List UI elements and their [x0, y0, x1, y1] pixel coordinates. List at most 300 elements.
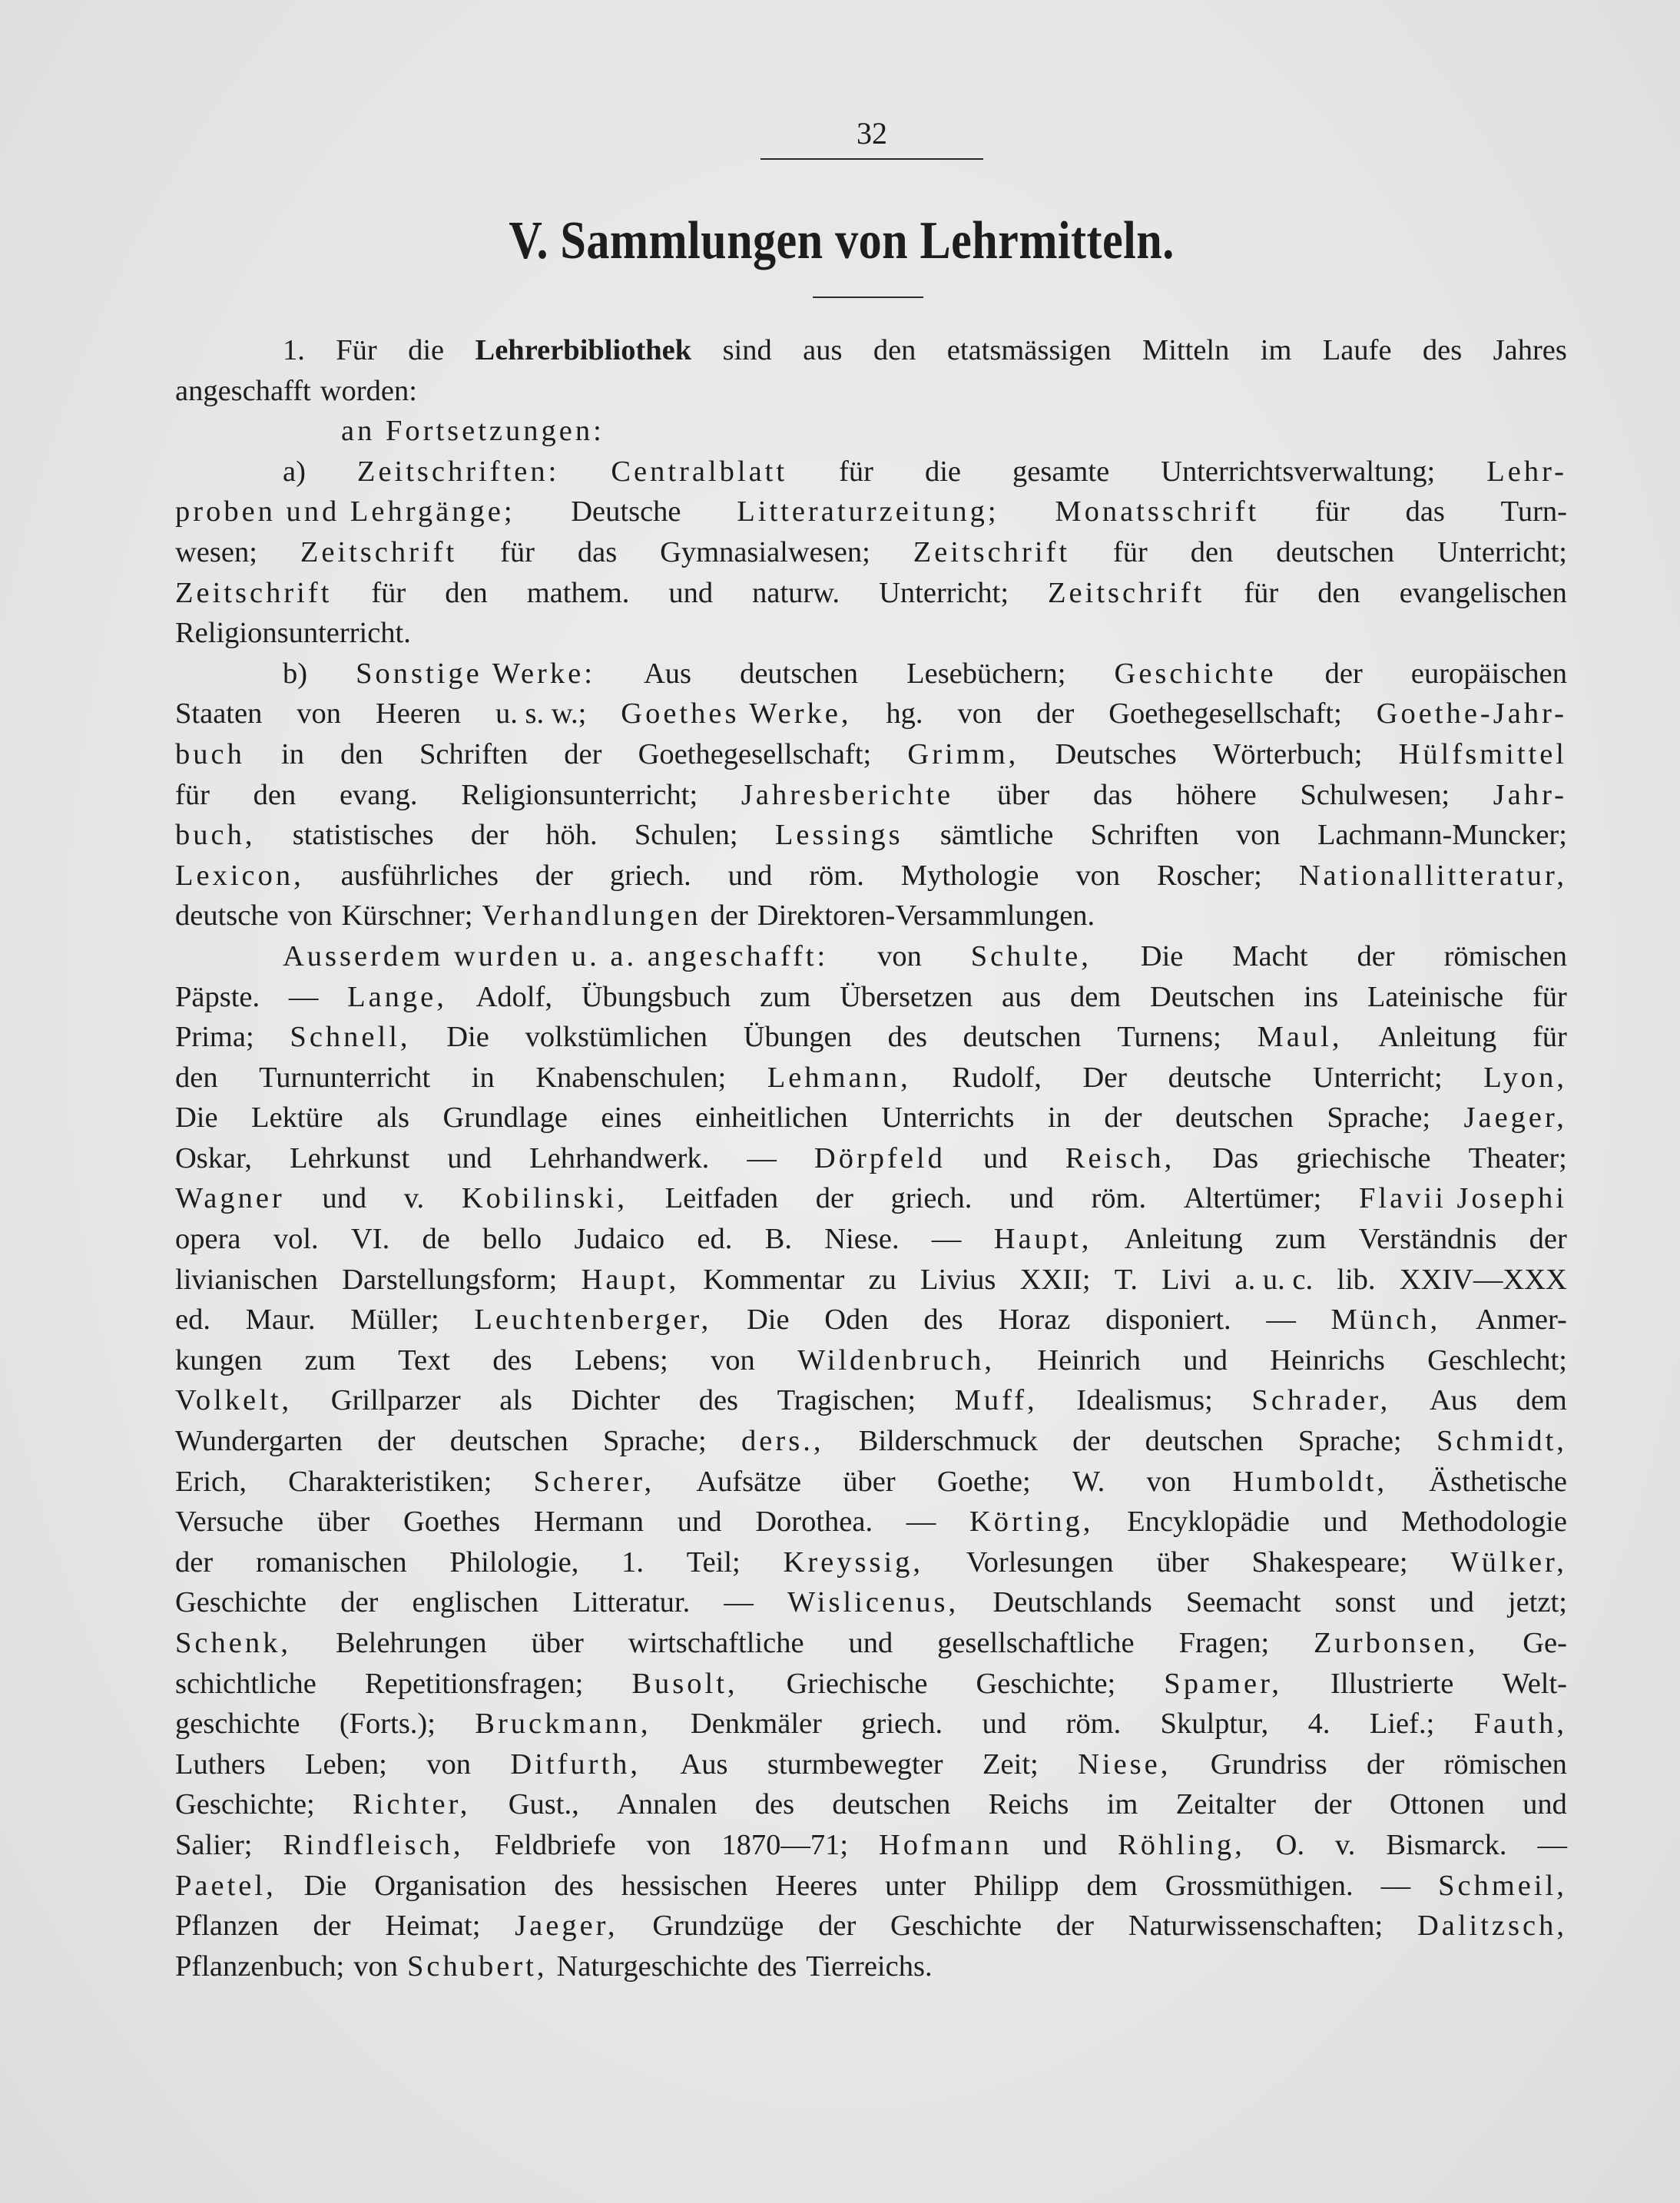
word: Kreyssig,: [783, 1545, 924, 1579]
word: sind: [722, 334, 772, 366]
word: Schmeil,: [1438, 1869, 1567, 1902]
word: Deutschen: [1149, 980, 1275, 1013]
word: statistisches: [292, 819, 434, 852]
word: buch: [175, 737, 245, 770]
word: Belehrungen: [335, 1627, 487, 1659]
word: XXIV—XXX: [1399, 1263, 1567, 1296]
text-line: [175, 1542, 1567, 1583]
word: Übersetzen: [840, 980, 973, 1013]
word: livianischen: [175, 1263, 319, 1296]
word: Goethes: [403, 1506, 501, 1539]
word: O.: [1275, 1828, 1305, 1861]
word: sämtliche: [939, 819, 1054, 852]
text-line: [175, 734, 1567, 775]
word: von: [287, 899, 333, 933]
word: 1870—71;: [721, 1828, 849, 1861]
word: Zeitschriften:: [356, 455, 560, 488]
word: Illustrierte: [1330, 1667, 1454, 1700]
word: für: [1532, 980, 1567, 1013]
heading-divider: [813, 296, 923, 298]
word: volkstümlichen: [525, 1021, 707, 1054]
word: der: [1036, 697, 1075, 730]
word: von: [710, 1343, 755, 1376]
word: des: [1422, 334, 1463, 366]
word: B.: [764, 1223, 792, 1256]
word: aus: [1001, 980, 1042, 1013]
text-line: [175, 694, 1567, 734]
word: b): [283, 657, 308, 690]
word: der: [1314, 1788, 1352, 1821]
word: in: [1047, 1102, 1071, 1135]
word: Niese.: [824, 1223, 900, 1256]
word: Jahres: [1493, 334, 1567, 366]
word: Reichs: [988, 1788, 1069, 1821]
word: von: [297, 697, 341, 730]
text-line: [175, 1178, 1567, 1219]
word: Anmer-: [1475, 1304, 1567, 1337]
text-line: [175, 532, 1567, 573]
word: Religionsunterricht;: [461, 778, 698, 811]
word: Lebens;: [574, 1343, 668, 1376]
word: Lateinische: [1367, 980, 1504, 1013]
text-line: [175, 1946, 1567, 1987]
word: Anleitung: [1378, 1021, 1497, 1054]
word: griech.: [609, 859, 691, 892]
word: röm.: [1065, 1708, 1122, 1741]
word: Aus: [643, 657, 692, 690]
word: dem: [1516, 1384, 1567, 1417]
word: Altertümer;: [1183, 1182, 1322, 1215]
word: der: [470, 819, 509, 852]
word: Lexicon,: [175, 859, 304, 892]
word: evang.: [339, 778, 418, 811]
word: Jahresberichte: [741, 778, 954, 811]
word: Haupt,: [581, 1263, 680, 1296]
word: Geschichte: [175, 1586, 307, 1619]
text-line: [175, 1784, 1567, 1825]
word: W.: [1072, 1465, 1105, 1498]
text-line: [175, 1300, 1567, 1340]
word: Fauth,: [1473, 1708, 1567, 1741]
word: zum: [760, 980, 811, 1013]
word: höh.: [545, 819, 598, 852]
word: und: [677, 1506, 722, 1539]
word: der: [710, 899, 748, 933]
word: Schriften: [1090, 819, 1199, 852]
word: de: [422, 1223, 450, 1256]
word: an Fortsetzungen:: [341, 415, 605, 448]
word: Litteraturzeitung;: [737, 495, 999, 528]
word: Maur.: [245, 1304, 316, 1337]
word: Naturgeschichte: [556, 1950, 748, 1983]
word: Maul,: [1257, 1021, 1343, 1054]
word: —: [1266, 1304, 1296, 1337]
word: Muff,: [954, 1384, 1038, 1417]
word: Goethes Werke,: [621, 697, 852, 730]
word: Annalen: [617, 1788, 717, 1821]
word: einheitlichen: [694, 1102, 848, 1135]
word: griech.: [861, 1708, 943, 1741]
word: Paetel,: [175, 1869, 277, 1902]
word: Seemacht: [1185, 1586, 1301, 1619]
word: der: [377, 1425, 416, 1458]
word: dem: [1069, 980, 1122, 1013]
word: ders.,: [741, 1425, 824, 1458]
word: Zeitschrift: [175, 576, 333, 609]
text-line: [175, 896, 1567, 936]
word: Grossmüthigen.: [1165, 1869, 1354, 1902]
word: als: [499, 1384, 533, 1417]
word: über: [1156, 1545, 1209, 1579]
text-line: [175, 330, 1567, 371]
word: a): [283, 455, 306, 488]
word: in: [281, 737, 304, 770]
text-line: [175, 1462, 1567, 1502]
text-line: [175, 1744, 1567, 1785]
word: —: [1380, 1869, 1411, 1902]
word: für: [500, 535, 535, 568]
word: Geschichte;: [976, 1667, 1116, 1700]
word: ed.: [697, 1223, 733, 1256]
word: Heinrichs: [1270, 1343, 1385, 1376]
word: Der: [1082, 1061, 1128, 1094]
word: Schulen;: [634, 819, 738, 852]
word: Prima;: [175, 1021, 254, 1054]
word: Lange,: [347, 980, 447, 1013]
word: der: [340, 1586, 379, 1619]
word: Turn-: [1500, 495, 1567, 528]
word: Wagner: [175, 1182, 285, 1215]
word: Zeitschrift: [1048, 576, 1205, 609]
word: europäischen: [1410, 657, 1567, 690]
word: Jaeger,: [515, 1910, 618, 1943]
word: Kürschner;: [341, 899, 473, 933]
word: von: [877, 939, 922, 972]
word: Jaeger,: [1463, 1102, 1567, 1135]
word: Oden: [824, 1304, 889, 1337]
text-line: [175, 1664, 1567, 1704]
word: proben und Lehrgänge;: [175, 495, 515, 528]
word: Pflanzenbuch;: [175, 1950, 345, 1983]
word: deutsche: [175, 899, 279, 933]
word: Haupt,: [993, 1223, 1092, 1256]
word: Lehrerbibliothek: [475, 334, 692, 366]
word: für: [1314, 495, 1350, 528]
word: Reisch,: [1065, 1141, 1175, 1174]
word: Theater;: [1468, 1141, 1567, 1174]
word: deutschen: [963, 1021, 1082, 1054]
word: röm.: [1091, 1182, 1147, 1215]
word: T.: [1114, 1263, 1138, 1296]
word: Deutsche: [571, 495, 681, 528]
text-line: [175, 573, 1567, 614]
word: für: [371, 576, 406, 609]
word: der: [1324, 657, 1363, 690]
word: 1.: [621, 1545, 644, 1579]
word: Turnens;: [1117, 1021, 1221, 1054]
word: des: [554, 1869, 594, 1902]
word: —: [724, 1586, 754, 1619]
word: VI.: [350, 1223, 390, 1256]
word: Humboldt,: [1232, 1465, 1388, 1498]
word: schichtliche: [175, 1667, 316, 1700]
word: buch,: [175, 819, 256, 852]
word: Skulptur,: [1160, 1708, 1269, 1741]
word: über: [316, 1506, 370, 1539]
word: und: [1430, 1586, 1474, 1619]
word: für: [1532, 1021, 1567, 1054]
word: als: [376, 1102, 409, 1135]
word: Schulte,: [970, 939, 1092, 972]
word: wirtschaftliche: [628, 1627, 804, 1659]
text-line: [175, 1704, 1567, 1744]
word: des: [492, 1343, 532, 1376]
word: evangelischen: [1399, 576, 1567, 609]
word: Grillparzer: [330, 1384, 461, 1417]
word: von: [646, 1828, 691, 1861]
text-line: [175, 1219, 1567, 1260]
word: für: [175, 778, 210, 811]
text-line: [175, 1582, 1567, 1623]
word: Laufe: [1322, 334, 1392, 366]
word: Sprache;: [603, 1425, 707, 1458]
word: Dichter: [571, 1384, 661, 1417]
word: Wislicenus,: [787, 1586, 959, 1619]
word: Griechische: [786, 1667, 928, 1700]
word: von: [957, 697, 1002, 730]
word: 4.: [1307, 1708, 1330, 1741]
word: vol.: [273, 1223, 319, 1256]
word: —: [288, 980, 319, 1013]
word: der: [1529, 1223, 1567, 1256]
text-line: [175, 1260, 1567, 1300]
word: Die: [303, 1869, 347, 1902]
word: Körting,: [969, 1506, 1094, 1539]
word: röm.: [809, 859, 864, 892]
word: Grundriss: [1210, 1747, 1327, 1781]
word: Busolt,: [631, 1667, 738, 1700]
word: ausführliches: [340, 859, 499, 892]
text-line: [175, 1623, 1567, 1664]
word: Hermann: [533, 1506, 644, 1539]
word: Zeitschrift: [913, 535, 1071, 568]
word: Unterrichts: [881, 1102, 1015, 1135]
word: den: [1190, 535, 1234, 568]
word: Knabenschulen;: [535, 1061, 727, 1094]
word: Salier;: [175, 1828, 253, 1861]
word: Mitteln: [1142, 334, 1230, 366]
word: der: [818, 1910, 857, 1943]
text-line: [175, 977, 1567, 1018]
word: der: [535, 859, 573, 892]
word: Zeitalter: [1175, 1788, 1277, 1821]
word: mathem.: [526, 576, 630, 609]
word: lib.: [1337, 1263, 1376, 1296]
word: Heimat;: [385, 1910, 481, 1943]
word: ins: [1304, 980, 1339, 1013]
word: über: [996, 778, 1050, 811]
word: Die: [446, 1021, 489, 1054]
word: Fragen;: [1178, 1627, 1270, 1659]
word: Die: [746, 1304, 790, 1337]
word: Zurbonsen,: [1314, 1627, 1479, 1659]
word: Schenk,: [175, 1627, 291, 1659]
word: über: [531, 1627, 584, 1659]
word: Horaz: [998, 1304, 1071, 1337]
word: Tragischen;: [777, 1384, 916, 1417]
word: Zeit;: [982, 1747, 1039, 1781]
word: gesellschaftliche: [937, 1627, 1135, 1659]
word: von: [1075, 859, 1121, 892]
word: 1.: [283, 334, 305, 366]
word: deutschen: [1145, 1425, 1264, 1458]
text-line: [175, 492, 1567, 532]
word: Lachmann-Muncker;: [1317, 819, 1567, 852]
word: gesamte: [1012, 455, 1110, 488]
section-heading: V. Sammlungen von Lehrmitteln.: [509, 211, 1175, 270]
word: Deutsches: [1055, 737, 1177, 770]
word: —: [906, 1506, 936, 1539]
word: Unterrichtsverwaltung;: [1161, 455, 1436, 488]
word: Leben;: [304, 1747, 387, 1781]
word: angeschafft: [175, 374, 311, 407]
word: Müller;: [350, 1304, 439, 1337]
word: Lehmann,: [767, 1061, 911, 1094]
word: Lehr-: [1486, 455, 1567, 488]
word: und: [1323, 1506, 1368, 1539]
text-line: [175, 1017, 1567, 1058]
word: den: [1317, 576, 1360, 609]
word: Die: [1140, 939, 1184, 972]
text-line: [175, 1906, 1567, 1946]
word: deutschen: [740, 657, 859, 690]
word: romanischen: [255, 1545, 407, 1579]
text-line: [175, 815, 1567, 856]
text-line: [175, 411, 1567, 452]
word: Päpste.: [175, 980, 260, 1013]
word: und: [848, 1627, 893, 1659]
word: Volkelt,: [175, 1384, 293, 1417]
word: und: [1042, 1828, 1088, 1861]
word: Text: [398, 1343, 451, 1376]
word: Goethegesellschaft;: [638, 737, 872, 770]
word: naturw.: [752, 576, 840, 609]
word: geschichte: [175, 1708, 300, 1741]
word: Erich,: [175, 1465, 247, 1498]
word: Richter,: [353, 1788, 471, 1821]
word: die: [924, 455, 962, 488]
word: Übungen: [743, 1021, 852, 1054]
word: Lehrhandwerk.: [529, 1141, 710, 1174]
word: Heeres: [775, 1869, 858, 1902]
word: Spamer,: [1164, 1667, 1282, 1700]
word: Versuche: [175, 1506, 284, 1539]
word: Schrader,: [1251, 1384, 1391, 1417]
word: —: [1537, 1828, 1567, 1861]
word: Repetitionsfragen;: [364, 1667, 584, 1700]
word: griechische: [1296, 1141, 1431, 1174]
word: disponiert.: [1105, 1304, 1231, 1337]
word: Denkmäler: [690, 1708, 822, 1741]
word: Wildenbruch,: [797, 1343, 996, 1376]
word: Flavii Josephi: [1359, 1182, 1567, 1215]
word: worden:: [320, 374, 417, 407]
word: kungen: [175, 1343, 263, 1376]
text-line: [175, 775, 1567, 816]
word: Vorlesungen: [966, 1545, 1114, 1579]
word: sturmbewegter: [767, 1747, 943, 1781]
text-line: [175, 1058, 1567, 1098]
word: v.: [1335, 1828, 1356, 1861]
word: Niese,: [1078, 1747, 1171, 1781]
word: wesen;: [175, 535, 257, 568]
word: —: [931, 1223, 962, 1256]
word: Macht: [1232, 939, 1308, 972]
word: der: [564, 737, 602, 770]
word: Encyklopädie: [1127, 1506, 1290, 1539]
word: etatsmässigen: [946, 334, 1112, 366]
page-number: 32: [760, 115, 983, 160]
word: Ditfurth,: [510, 1747, 641, 1781]
word: Tierreichs.: [806, 1950, 933, 1983]
word: Lehrkunst: [290, 1141, 410, 1174]
word: Das: [1212, 1141, 1259, 1174]
word: Geschichte;: [175, 1788, 315, 1821]
word: Pflanzen: [175, 1910, 279, 1943]
word: griech.: [890, 1182, 973, 1215]
word: Münch,: [1330, 1304, 1441, 1337]
word: höhere: [1176, 778, 1257, 811]
word: von: [1235, 819, 1281, 852]
word: für: [1112, 535, 1148, 568]
word: Sprache;: [1297, 1425, 1402, 1458]
text-line: [175, 1340, 1567, 1381]
word: Luthers: [175, 1747, 266, 1781]
word: Leitfaden: [664, 1182, 779, 1215]
word: Schubert,: [406, 1950, 548, 1983]
word: Monatsschrift: [1055, 495, 1260, 528]
word: Unterricht;: [879, 576, 1009, 609]
word: deutschen: [1175, 1102, 1294, 1135]
word: —: [747, 1141, 777, 1174]
word: der: [175, 1545, 214, 1579]
word: des: [887, 1021, 927, 1054]
word: das: [577, 535, 618, 568]
word: Centralblatt: [611, 455, 788, 488]
word: Schnell,: [290, 1021, 411, 1054]
word: Leuchtenberger,: [474, 1304, 712, 1337]
word: Naturwissenschaften;: [1128, 1910, 1383, 1943]
word: Unterricht;: [1312, 1061, 1443, 1094]
word: und: [727, 859, 773, 892]
word: Judaico: [574, 1223, 665, 1256]
word: von: [426, 1747, 471, 1781]
word: und: [447, 1141, 492, 1174]
word: Methodologie: [1400, 1506, 1567, 1539]
word: XXII;: [1019, 1263, 1091, 1296]
word: Gust.,: [508, 1788, 579, 1821]
word: Ge-: [1523, 1627, 1567, 1659]
word: Livius: [920, 1263, 996, 1296]
word: Roscher;: [1156, 859, 1262, 892]
word: im: [1260, 334, 1292, 366]
word: Idealismus;: [1076, 1384, 1213, 1417]
word: und: [1009, 1182, 1054, 1215]
word: Kommentar: [703, 1263, 845, 1296]
word: Goethe-Jahr-: [1376, 697, 1567, 730]
word: der: [1104, 1102, 1142, 1135]
word: des: [757, 1950, 797, 1983]
